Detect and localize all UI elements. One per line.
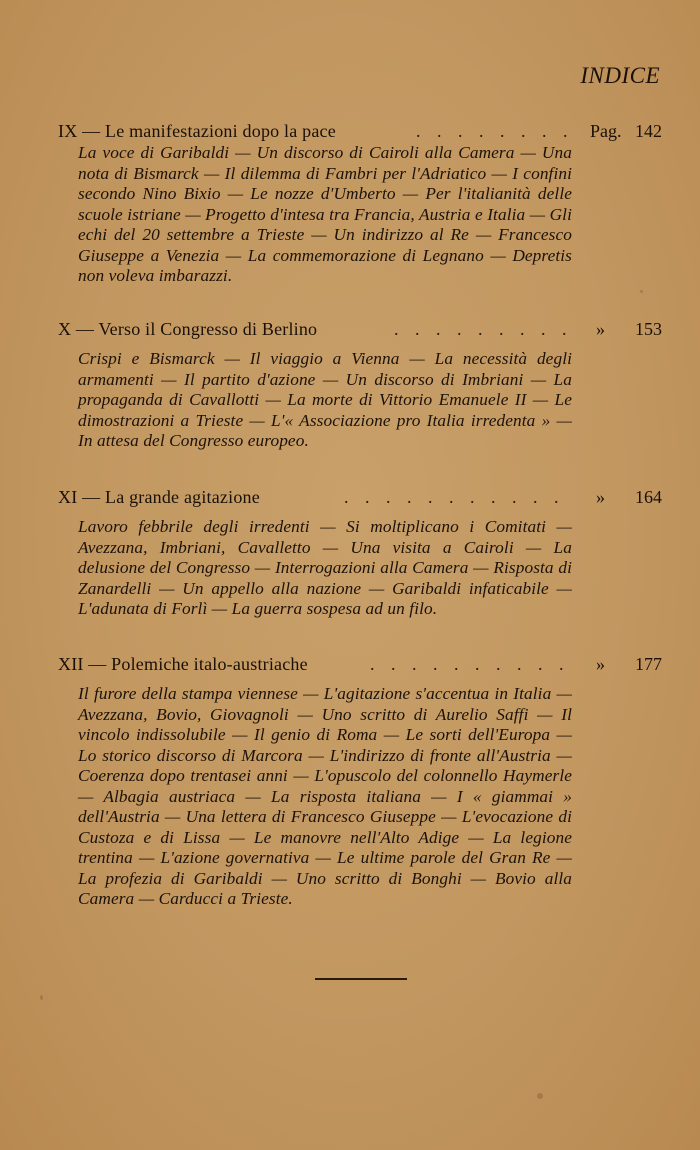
toc-entry-heading [58,317,662,341]
chapter-summary: Il furore della stampa viennese — L'agitazione s'accentua in Italia — Avezzana, Bovio, Giovagnoli — Uno scritto di Aurelio Saffi — Il vincolo indissolubile — Il genio di Roma — Le sorti dell'Europa — Lo storico discorso di Marcora — L'indirizzo di fronte all'Austria — Coerenza dopo trentasei anni — L'opuscolo del colonnello Haymerle — Albagia austriaca — La risposta italiana — I « giammai » dell'Austria — Una lettera di Francesco Giuseppe — L'evocazione di Custoza e di Lissa — Le manovre nell'Alto Adige — La legione trentina — L'azione governativa — Le ultime parole del Gran Re — La profezia di Garibaldi — Uno scritto di Bonghi — Bovio alla Camera — Carducci a Trieste. [78,684,572,908]
chapter-summary: Lavoro febbrile degli irredenti — Si moltiplicano i Comitati — Avezzana, Imbriani, Cavalletto — Una visita a Cairoli — La delusione del Congresso — Interrogazioni alla Camera — Risposta di Zanardelli — Un appello alla nazione — Garibaldi infaticabile — L'adunata di Forlì — La guerra sospesa ad un filo. [78,517,572,618]
leader-dots: . . . . . . . . [416,121,574,141]
toc-entry [58,119,662,287]
paper-spot [40,995,43,1000]
leader-dots: . . . . . . . . . . [370,654,570,674]
chapter-title: IX — Le manifestazioni dopo la pace [58,121,336,141]
leader-dots: . . . . . . . . . [394,319,573,339]
page-prefix: » [596,654,605,674]
paper-spot [640,290,643,293]
toc-entry [58,317,662,452]
toc-entry [58,652,662,910]
page-number: 142 [635,121,662,141]
chapter-title: X — Verso il Congresso di Berlino [58,319,318,339]
leader-dots: . . . . . . . . . . . [344,487,565,507]
chapter-title: XII — Polemiche italo-austriache [58,654,308,674]
chapter-summary: Crispi e Bismarck — Il viaggio a Vienna — La necessità degli armamenti — Il partito d'azione — Un discorso di Imbriani — La propaganda di Cavallotti — La morte di Vittorio Emanuele II — Le dimostrazioni a Trieste — L'« Associazione pro Italia irredenta » — In attesa del Congresso europeo. [78,349,572,450]
end-rule [315,978,407,980]
page-number: 153 [635,319,662,339]
chapter-title: XI — La grande agitazione [58,487,260,507]
chapter-summary: La voce di Garibaldi — Un discorso di Cairoli alla Camera — Una nota di Bismarck — Il dilemma di Fambri per l'Adriatico — I confini secondo Nino Bixio — Le nozze d'Umberto — Per l'italianità delle scuole istriane — Progetto d'intesa tra Francia, Austria e Italia — Gli echi del 20 settembre a Trieste — Un indirizzo al Re — Francesco Giuseppe a Venezia — La commemorazione di Legnano — Depretis non voleva imbarazzi. [78,143,572,285]
toc-entry-heading [58,119,662,143]
page-title: INDICE [580,63,660,88]
page-prefix: » [596,487,605,507]
toc-entry [58,485,662,620]
page-number: 164 [635,487,662,507]
toc-entry-heading [58,652,662,676]
page-prefix: Pag. [590,121,622,141]
page-prefix: » [596,319,605,339]
paper-spot [537,1093,543,1099]
page-number: 177 [635,654,662,674]
toc-entry-heading [58,485,662,509]
